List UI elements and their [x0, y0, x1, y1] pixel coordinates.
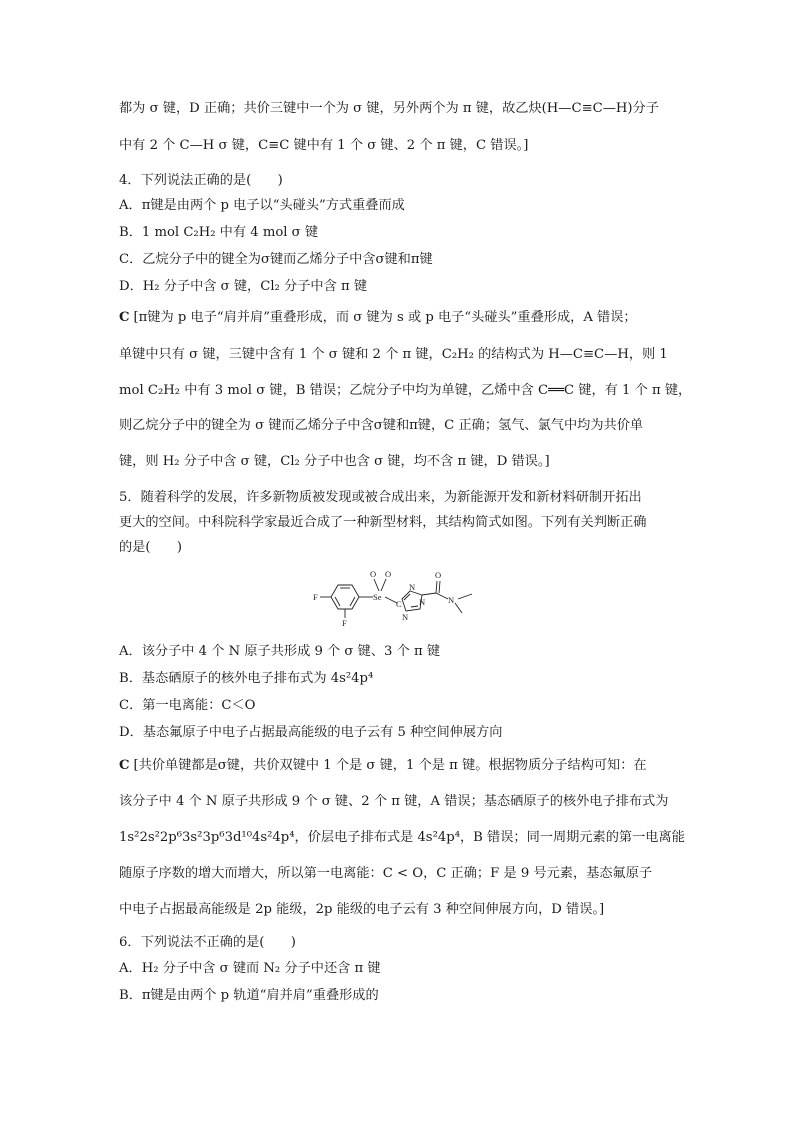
text-line: 键，则 H₂ 分子中含 σ 键，Cl₂ 分子中也含 σ 键，均不含 π 键，D 错误。] — [119, 454, 550, 469]
text-line: 都为 σ 键，D 正确；共价三键中一个为 σ 键，另外两个为 π 键，故乙炔(H—C≡C—H)分子 — [119, 101, 659, 116]
atom-label: Se — [373, 592, 382, 602]
question-5-explanation: C [共价单键都是σ键，共价双键中 1 个是 σ 键，1 个是 π 键。根据物质分子结构可知：在 — [119, 758, 647, 773]
atom-label: N — [402, 612, 409, 622]
answer-letter: C — [119, 310, 130, 325]
atom-label: N — [409, 582, 416, 592]
answer-letter: C — [119, 758, 130, 773]
atom-label: C — [396, 599, 402, 609]
text-line: 则乙烷分子中的键全为 σ 键而乙烯分子中含σ键和π键，C 正确；氢气、氯气中均为共价单 — [119, 418, 644, 433]
text-line: 中有 2 个 C—H σ 键，C≡C 键中有 1 个 σ 键、2 个 π 键，C 错误。] — [119, 138, 529, 153]
question-6-option-a: A．H₂ 分子中含 σ 键而 N₂ 分子中还含 π 键 — [119, 961, 381, 976]
question-4-option-a: A．π键是由两个 p 电子以“头碰头”方式重叠而成 — [119, 198, 405, 213]
atom-label: N — [419, 597, 426, 607]
question-4-option-c: C．乙烷分子中的键全为σ键而乙烯分子中含σ键和π键 — [119, 252, 433, 267]
question-4-stem: 4．下列说法正确的是( ) — [119, 173, 283, 188]
question-4-option-b: B．1 mol C₂H₂ 中有 4 mol σ 键 — [119, 225, 319, 240]
question-4-explanation: C [π键为 p 电子“肩并肩”重叠形成，而 σ 键为 s 或 p 电子“头碰头”重叠形成，A 错误； — [119, 310, 637, 325]
atom-label: F — [313, 592, 318, 602]
question-6-stem: 6．下列说法不正确的是( ) — [119, 935, 296, 950]
molecular-structure — [300, 565, 500, 633]
atom-label: F — [342, 618, 347, 628]
text-line: 中电子占据最高能级是 2p 能级，2p 能级的电子云有 3 种空间伸展方向，D 错误。] — [119, 902, 605, 917]
question-6-option-b: B．π键是由两个 p 轨道“肩并肩”重叠形成的 — [119, 988, 379, 1003]
text-line: 该分子中 4 个 N 原子共形成 9 个 σ 键、2 个 π 键，A 错误；基态硒原子的核外电子排布式为 — [119, 794, 669, 809]
atom-label: O — [385, 569, 392, 579]
text-line: 更大的空间。中科院科学家最近合成了一种新型材料，其结构简式如图。下列有关判断正确 — [119, 515, 647, 530]
question-5-option-c: C．第一电离能：C＜O — [119, 698, 256, 713]
question-5-option-b: B．基态硒原子的核外电子排布式为 4s²4p⁴ — [119, 671, 374, 686]
atom-label: N — [448, 595, 455, 605]
text-line: 的是( ) — [119, 540, 183, 555]
atom-label: O — [435, 570, 442, 580]
question-5-stem: 5．随着科学的发展，许多新物质被发现或被合成出来，为新能源开发和新材料研制开拓出 — [119, 490, 642, 505]
text-line: mol C₂H₂ 中有 3 mol σ 键，B 错误；乙烷分子中均为单键，乙烯中含 C══C 键，有 1 个 π 键， — [119, 383, 692, 398]
text-line: 单键中只有 σ 键，三键中含有 1 个 σ 键和 2 个 π 键，C₂H₂ 的结构式为 H—C≡C—H，则 1 — [119, 347, 668, 362]
question-5-option-a: A．该分子中 4 个 N 原子共形成 9 个 σ 键、3 个 π 键 — [119, 644, 441, 659]
atom-label: O — [370, 569, 377, 579]
question-4-option-d: D．H₂ 分子中含 σ 键，Cl₂ 分子中含 π 键 — [119, 279, 368, 294]
text-line: 随原子序数的增大而增大，所以第一电离能：C < O，C 正确；F 是 9 号元素，基态氟原子 — [119, 866, 653, 881]
question-5-option-d: D．基态氟原子中电子占据最高能级的电子云有 5 种空间伸展方向 — [119, 725, 503, 740]
text-line: 1s²2s²2p⁶3s²3p⁶3d¹⁰4s²4p⁴，价层电子排布式是 4s²4p⁴，B 错误；同一周期元素的第一电离能 — [119, 830, 685, 845]
